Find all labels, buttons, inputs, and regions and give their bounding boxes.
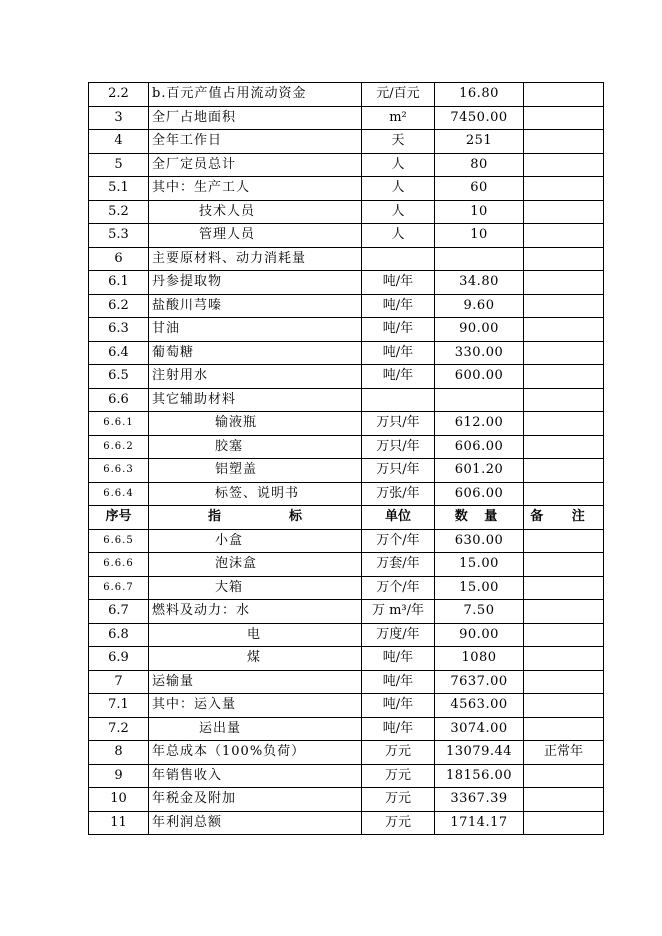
indicator-table xyxy=(88,82,604,835)
indicator-name: 技术人员 xyxy=(149,200,362,224)
table-row xyxy=(89,83,604,107)
header-no: 序号 xyxy=(89,506,149,530)
indicator-name: 泡沫盒 xyxy=(149,553,362,577)
indicator-name: 丹参提取物 xyxy=(149,271,362,295)
table-header xyxy=(89,506,604,530)
row-number: 6.2 xyxy=(89,294,149,318)
row-number: 7.1 xyxy=(89,694,149,718)
row-number: 6.6.1 xyxy=(89,412,149,436)
indicator-name: 运出量 xyxy=(149,717,362,741)
unit-cell xyxy=(362,247,435,271)
quantity-cell xyxy=(435,388,524,412)
unit-cell: 吨/年 xyxy=(362,717,435,741)
indicator-name: 年销售收入 xyxy=(149,764,362,788)
note-cell xyxy=(524,294,604,318)
unit-cell: 吨/年 xyxy=(362,365,435,389)
row-number: 6.9 xyxy=(89,647,149,671)
indicator-name: 年利润总额 xyxy=(149,811,362,835)
table-row xyxy=(89,600,604,624)
table-row xyxy=(89,459,604,483)
quantity-cell: 16.80 xyxy=(435,83,524,107)
note-cell xyxy=(524,224,604,248)
table-row xyxy=(89,811,604,835)
table-body-top xyxy=(89,83,604,506)
quantity-cell xyxy=(435,247,524,271)
unit-cell: 万元 xyxy=(362,811,435,835)
note-cell xyxy=(524,388,604,412)
row-number: 5.2 xyxy=(89,200,149,224)
unit-cell: 万度/年 xyxy=(362,623,435,647)
row-number: 6.6 xyxy=(89,388,149,412)
indicator-name: 全厂占地面积 xyxy=(149,106,362,130)
note-cell xyxy=(524,271,604,295)
row-number: 6.8 xyxy=(89,623,149,647)
unit-cell: 吨/年 xyxy=(362,341,435,365)
row-number: 6 xyxy=(89,247,149,271)
indicator-name: 煤 xyxy=(149,647,362,671)
table-row xyxy=(89,224,604,248)
note-cell xyxy=(524,694,604,718)
row-number: 5.1 xyxy=(89,177,149,201)
table-row xyxy=(89,247,604,271)
unit-cell: 万元 xyxy=(362,764,435,788)
note-cell xyxy=(524,435,604,459)
quantity-cell: 10 xyxy=(435,224,524,248)
indicator-name: 注射用水 xyxy=(149,365,362,389)
unit-cell: 人 xyxy=(362,224,435,248)
table-row xyxy=(89,177,604,201)
table-row xyxy=(89,318,604,342)
header-indicator-b: 标 xyxy=(289,509,303,525)
unit-cell: 人 xyxy=(362,200,435,224)
table-row xyxy=(89,412,604,436)
quantity-cell: 15.00 xyxy=(435,576,524,600)
table-row xyxy=(89,647,604,671)
note-cell xyxy=(524,600,604,624)
quantity-cell: 606.00 xyxy=(435,435,524,459)
table-body-bottom xyxy=(89,529,604,835)
table-row xyxy=(89,576,604,600)
unit-cell: 吨/年 xyxy=(362,670,435,694)
indicator-name: 年税金及附加 xyxy=(149,788,362,812)
note-cell xyxy=(524,459,604,483)
quantity-cell: 601.20 xyxy=(435,459,524,483)
unit-cell: 万套/年 xyxy=(362,553,435,577)
note-cell xyxy=(524,153,604,177)
row-number: 2.2 xyxy=(89,83,149,107)
row-number: 6.6.5 xyxy=(89,529,149,553)
quantity-cell: 34.80 xyxy=(435,271,524,295)
note-cell xyxy=(524,553,604,577)
row-number: 6.6.4 xyxy=(89,482,149,506)
quantity-cell: 7.50 xyxy=(435,600,524,624)
indicator-name: 主要原材料、动力消耗量 xyxy=(149,247,362,271)
quantity-cell: 18156.00 xyxy=(435,764,524,788)
unit-cell: 万张/年 xyxy=(362,482,435,506)
table-row xyxy=(89,553,604,577)
indicator-name: 胶塞 xyxy=(149,435,362,459)
header-indicator-a: 指 xyxy=(207,509,221,525)
table-row xyxy=(89,200,604,224)
note-cell xyxy=(524,764,604,788)
table-row xyxy=(89,741,604,765)
indicator-name: 其它辅助材料 xyxy=(149,388,362,412)
row-number: 6.4 xyxy=(89,341,149,365)
row-number: 6.6.7 xyxy=(89,576,149,600)
note-cell xyxy=(524,529,604,553)
quantity-cell: 15.00 xyxy=(435,553,524,577)
row-number: 6.1 xyxy=(89,271,149,295)
table-row xyxy=(89,294,604,318)
unit-cell: 人 xyxy=(362,153,435,177)
indicator-name: 葡萄糖 xyxy=(149,341,362,365)
indicator-name: 电 xyxy=(149,623,362,647)
indicator-name: 甘油 xyxy=(149,318,362,342)
indicator-name: 其中：生产工人 xyxy=(149,177,362,201)
table-row xyxy=(89,623,604,647)
row-number: 9 xyxy=(89,764,149,788)
table-row xyxy=(89,482,604,506)
table-row xyxy=(89,388,604,412)
note-cell xyxy=(524,200,604,224)
indicator-name: 燃料及动力：水 xyxy=(149,600,362,624)
row-number: 7 xyxy=(89,670,149,694)
unit-cell: 万只/年 xyxy=(362,435,435,459)
unit-cell: 万 m³/年 xyxy=(362,600,435,624)
unit-cell: 元/百元 xyxy=(362,83,435,107)
indicator-name: 小盒 xyxy=(149,529,362,553)
table-row xyxy=(89,670,604,694)
unit-cell: 吨/年 xyxy=(362,294,435,318)
quantity-cell: 60 xyxy=(435,177,524,201)
note-cell xyxy=(524,811,604,835)
row-number: 4 xyxy=(89,130,149,154)
unit-cell: 吨/年 xyxy=(362,647,435,671)
quantity-cell: 7450.00 xyxy=(435,106,524,130)
unit-cell: 万元 xyxy=(362,741,435,765)
note-cell xyxy=(524,412,604,436)
table-row xyxy=(89,106,604,130)
note-cell xyxy=(524,717,604,741)
table-row xyxy=(89,153,604,177)
row-number: 7.2 xyxy=(89,717,149,741)
quantity-cell: 90.00 xyxy=(435,318,524,342)
note-cell xyxy=(524,365,604,389)
table-row xyxy=(89,529,604,553)
quantity-cell: 630.00 xyxy=(435,529,524,553)
row-number: 8 xyxy=(89,741,149,765)
note-cell xyxy=(524,247,604,271)
note-cell xyxy=(524,318,604,342)
row-number: 6.6.3 xyxy=(89,459,149,483)
unit-cell: 天 xyxy=(362,130,435,154)
row-number: 5 xyxy=(89,153,149,177)
note-cell: 正常年 xyxy=(524,741,604,765)
unit-cell: 万个/年 xyxy=(362,576,435,600)
unit-cell: 吨/年 xyxy=(362,694,435,718)
row-number: 10 xyxy=(89,788,149,812)
table-row xyxy=(89,435,604,459)
note-cell xyxy=(524,177,604,201)
indicator-name: 盐酸川芎嗪 xyxy=(149,294,362,318)
quantity-cell: 4563.00 xyxy=(435,694,524,718)
indicator-name: 全厂定员总计 xyxy=(149,153,362,177)
quantity-cell: 1080 xyxy=(435,647,524,671)
row-number: 5.3 xyxy=(89,224,149,248)
quantity-cell: 251 xyxy=(435,130,524,154)
row-number: 6.3 xyxy=(89,318,149,342)
header-unit: 单位 xyxy=(362,506,435,530)
indicator-name: 标签、说明书 xyxy=(149,482,362,506)
indicator-name: 大箱 xyxy=(149,576,362,600)
quantity-cell: 80 xyxy=(435,153,524,177)
quantity-cell: 3367.39 xyxy=(435,788,524,812)
quantity-cell: 3074.00 xyxy=(435,717,524,741)
indicator-name: 运输量 xyxy=(149,670,362,694)
quantity-cell: 10 xyxy=(435,200,524,224)
header-indicator xyxy=(149,506,362,530)
quantity-cell: 612.00 xyxy=(435,412,524,436)
quantity-cell: 600.00 xyxy=(435,365,524,389)
row-number: 6.7 xyxy=(89,600,149,624)
note-cell xyxy=(524,83,604,107)
table-row xyxy=(89,717,604,741)
row-number: 11 xyxy=(89,811,149,835)
indicator-name: 其中：运入量 xyxy=(149,694,362,718)
row-number: 6.6.6 xyxy=(89,553,149,577)
unit-cell: 吨/年 xyxy=(362,271,435,295)
quantity-cell: 7637.00 xyxy=(435,670,524,694)
indicator-name: 管理人员 xyxy=(149,224,362,248)
table-row xyxy=(89,130,604,154)
quantity-cell: 1714.17 xyxy=(435,811,524,835)
unit-cell: 万只/年 xyxy=(362,412,435,436)
row-number: 6.6.2 xyxy=(89,435,149,459)
row-number: 3 xyxy=(89,106,149,130)
table-row xyxy=(89,365,604,389)
table-row xyxy=(89,341,604,365)
note-cell xyxy=(524,623,604,647)
unit-cell xyxy=(362,388,435,412)
indicator-name: 全年工作日 xyxy=(149,130,362,154)
unit-cell: 人 xyxy=(362,177,435,201)
quantity-cell: 13079.44 xyxy=(435,741,524,765)
quantity-cell: 9.60 xyxy=(435,294,524,318)
unit-cell: 万元 xyxy=(362,788,435,812)
header-qty: 数 量 xyxy=(435,506,524,530)
unit-cell: m² xyxy=(362,106,435,130)
table-row xyxy=(89,694,604,718)
note-cell xyxy=(524,130,604,154)
note-cell xyxy=(524,670,604,694)
quantity-cell: 606.00 xyxy=(435,482,524,506)
note-cell xyxy=(524,482,604,506)
unit-cell: 吨/年 xyxy=(362,318,435,342)
header-note: 备 注 xyxy=(524,506,604,530)
unit-cell: 万个/年 xyxy=(362,529,435,553)
note-cell xyxy=(524,576,604,600)
table-row xyxy=(89,788,604,812)
table-row xyxy=(89,764,604,788)
indicator-name: b.百元产值占用流动资金 xyxy=(149,83,362,107)
note-cell xyxy=(524,647,604,671)
note-cell xyxy=(524,788,604,812)
indicator-name: 铝塑盖 xyxy=(149,459,362,483)
note-cell xyxy=(524,106,604,130)
indicator-name: 年总成本（100%负荷） xyxy=(149,741,362,765)
unit-cell: 万只/年 xyxy=(362,459,435,483)
quantity-cell: 90.00 xyxy=(435,623,524,647)
row-number: 6.5 xyxy=(89,365,149,389)
quantity-cell: 330.00 xyxy=(435,341,524,365)
indicator-name: 输液瓶 xyxy=(149,412,362,436)
note-cell xyxy=(524,341,604,365)
header-row xyxy=(89,506,604,530)
table-row xyxy=(89,271,604,295)
